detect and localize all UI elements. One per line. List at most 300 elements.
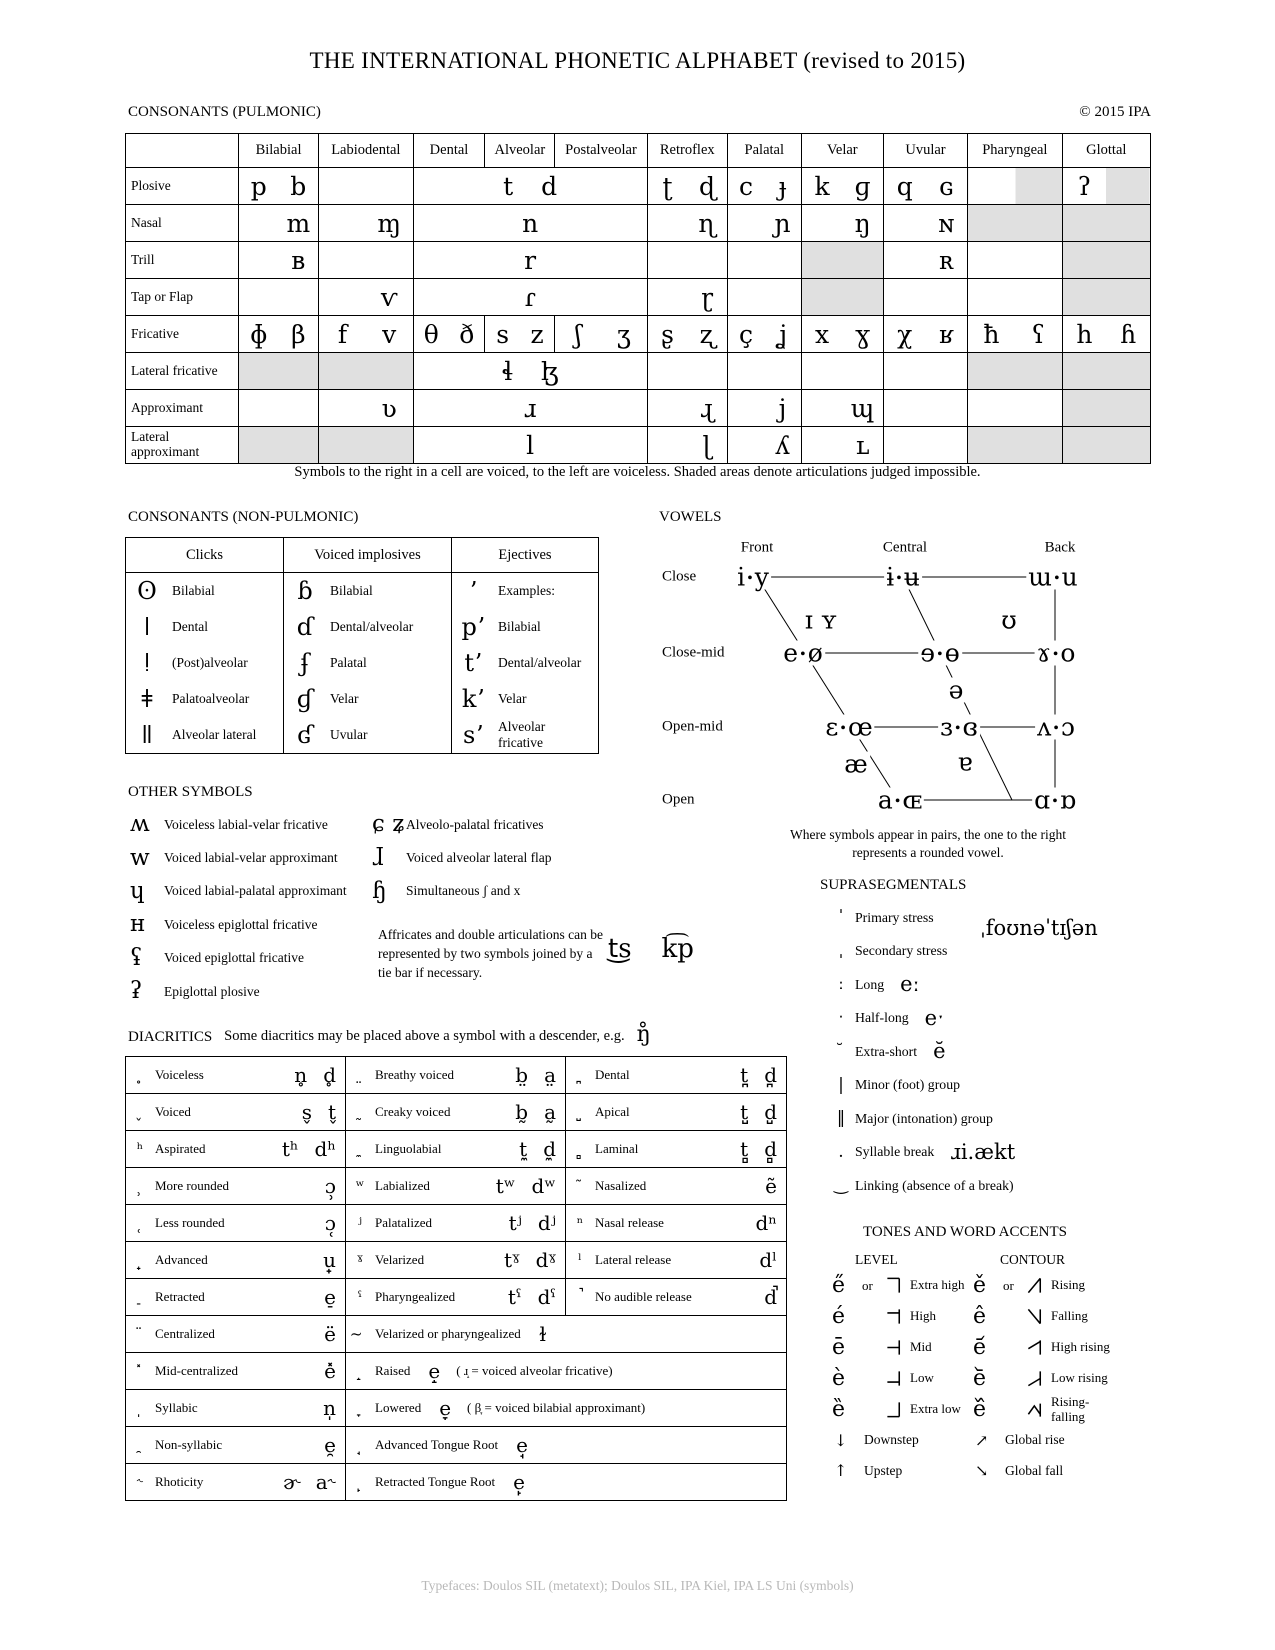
diacritic-label: Lateral release <box>595 1252 672 1267</box>
suprasegmental-example: eˑ <box>924 1005 945 1030</box>
pulmonic-cell <box>801 279 883 316</box>
voiced-symbol: ʙ <box>291 245 306 275</box>
voiceless-symbol: ɬ <box>501 356 513 386</box>
diacritic-example: ɚ <box>282 1470 300 1494</box>
diacritic-example: t̻ <box>740 1137 749 1161</box>
diacritic-mark: ̠ <box>137 1288 143 1306</box>
diacritic-label: Breathy voiced <box>375 1067 455 1082</box>
vowel-column-label: Back <box>1042 540 1079 557</box>
pulmonic-row-label: Tap or Flap <box>126 279 239 316</box>
symbol-label: Velar <box>498 691 527 706</box>
pair-dot: • <box>1051 794 1059 810</box>
diacritic-label: Retracted <box>155 1289 205 1304</box>
diacritics-cell <box>346 1316 787 1353</box>
vowel-point: ɐ <box>957 747 973 777</box>
diacritic-examples <box>325 1174 336 1198</box>
tone-example: e̋ <box>832 1272 846 1298</box>
rising-falling-tone-letter-icon <box>1027 1400 1044 1419</box>
diacritics-row <box>126 1131 787 1168</box>
voiceless-symbol: ʈ <box>662 171 673 201</box>
pulmonic-cell <box>238 279 318 316</box>
low-rising-tone-letter-icon <box>1027 1369 1044 1388</box>
diacritic-label: Rhoticity <box>155 1474 204 1489</box>
pulmonic-cell <box>968 168 1062 205</box>
tones-level-label: LEVEL <box>855 1252 898 1267</box>
diacritics-cell <box>346 1242 566 1279</box>
tone-example: ê <box>973 1303 987 1329</box>
symbol-pair <box>802 208 883 238</box>
vowel-symbol: ʌ <box>1037 712 1052 742</box>
tone-extra-label: Downstep <box>864 1432 919 1448</box>
diacritic-group <box>349 1433 783 1457</box>
vowel-point <box>1026 562 1080 592</box>
pulmonic-cell <box>1062 390 1150 427</box>
voiced-symbol: l <box>526 430 535 460</box>
nonpulmonic-cell-content <box>452 686 598 712</box>
diacritic-mark: ̹ <box>137 1177 143 1195</box>
diacritic-group <box>349 1100 562 1124</box>
voiceless-symbol: ʃ <box>574 319 582 349</box>
diacritic-mark: ̚ <box>577 1288 583 1306</box>
pair-dot: • <box>839 721 847 737</box>
diacritic-mark: ̘ <box>357 1436 363 1454</box>
nonpulmonic-cell-content <box>452 614 598 640</box>
pulmonic-cell <box>883 353 967 390</box>
tone-label: Falling <box>1051 1308 1088 1324</box>
diacritic-group <box>569 1137 783 1161</box>
symbol-pair <box>728 171 801 201</box>
nonpulmonic-row <box>126 645 599 681</box>
pulmonic-cell <box>801 242 883 279</box>
voiced-symbol: ɱ <box>377 208 402 238</box>
tone-letter <box>1027 1400 1051 1419</box>
diacritic-group <box>569 1285 783 1309</box>
vowel-symbol: e <box>783 638 799 668</box>
nonpulmonic-cell <box>284 609 452 645</box>
tone-extra-label: Global rise <box>1005 1432 1065 1448</box>
diacritics-cell <box>346 1427 787 1464</box>
vowel-point <box>918 638 962 668</box>
ipa-symbol: ʼ <box>469 577 477 605</box>
other-symbols-right-list <box>372 808 644 908</box>
pair-dot: • <box>746 571 754 587</box>
extra-high-tone-letter-icon <box>886 1276 903 1295</box>
voiced-symbol: d <box>541 171 558 201</box>
diacritic-mark: ̴ <box>357 1325 363 1343</box>
suprasegmental-mark: | <box>838 1074 844 1095</box>
diacritics-cell <box>566 1168 787 1205</box>
tone-letter <box>1027 1338 1051 1357</box>
diacritic-example: e̘ <box>516 1433 528 1457</box>
diacritic-examples <box>428 1359 440 1383</box>
pulmonic-cell <box>647 427 727 464</box>
voiced-symbol: b <box>290 171 307 201</box>
pulmonic-cell <box>883 168 967 205</box>
diacritic-label: Advanced <box>155 1252 208 1267</box>
diacritic-example: e̯ <box>324 1433 336 1457</box>
pair-dot: • <box>1052 571 1061 587</box>
nonpulmonic-cell-content <box>284 686 451 712</box>
vowel-column-label: Front <box>738 540 777 557</box>
diacritics-cell <box>126 1464 346 1501</box>
vowel-symbol: ɞ <box>962 712 978 742</box>
vowel-point <box>1032 785 1078 815</box>
diacritic-example: ẽ <box>765 1174 777 1198</box>
low-tone-letter-icon <box>886 1369 903 1388</box>
stress-example-word: ˌfoʊnəˈtɪʃən <box>980 916 1098 940</box>
diacritics-cell <box>566 1205 787 1242</box>
other-symbol-item <box>372 875 644 908</box>
nonpulmonic-cell <box>452 717 599 754</box>
symbol-pair <box>802 430 883 460</box>
diacritic-label: Lowered <box>375 1400 422 1415</box>
voiced-symbol: ʁ <box>939 319 954 349</box>
symbol-label: Voiced labial-velar approximant <box>164 850 338 866</box>
diacritic-examples <box>515 1100 556 1124</box>
pulmonic-corner-cell <box>126 134 239 168</box>
diacritics-cell <box>126 1353 346 1390</box>
pulmonic-header-row <box>126 134 1151 168</box>
suprasegmentals-list <box>827 901 1172 1203</box>
suprasegmental-mark: ‖ <box>836 1108 846 1129</box>
symbol-label: Velar <box>330 691 359 706</box>
pulmonic-cell <box>413 353 647 390</box>
diacritic-example: a̤ <box>544 1063 556 1087</box>
tone-item <box>973 1301 1193 1332</box>
pulmonic-row-label: Fricative <box>126 316 239 353</box>
diacritic-group <box>349 1322 783 1346</box>
diacritic-mark: ̼ <box>357 1140 363 1158</box>
nonpulmonic-column-header: Voiced implosives <box>284 538 452 573</box>
pair-dot: • <box>1051 647 1060 663</box>
extra-low-tone-letter-icon <box>886 1400 903 1419</box>
diacritics-row <box>126 1057 787 1094</box>
pair-dot: • <box>895 571 903 587</box>
symbol-pair <box>884 208 967 238</box>
ipa-symbol: ǀ <box>143 613 151 641</box>
vowel-symbol: ɯ <box>1028 562 1052 592</box>
ipa-symbol: ɕ ʑ <box>372 811 406 838</box>
pulmonic-cell <box>647 353 727 390</box>
voiced-symbol: ɻ <box>700 393 714 423</box>
pair-dot: • <box>799 647 807 663</box>
symbol-pair <box>728 430 801 460</box>
vowels-heading: VOWELS <box>659 509 722 525</box>
voiceless-symbol: p <box>250 171 267 201</box>
nonpulmonic-cell-content <box>452 650 598 676</box>
symbol-pair <box>319 208 412 238</box>
diacritic-examples <box>302 1100 336 1124</box>
pulmonic-row-label: Lateral fricative <box>126 353 239 390</box>
voiced-symbol: ʕ <box>1031 319 1045 349</box>
diacritic-group <box>129 1359 342 1383</box>
tone-extra-label: Upstep <box>864 1462 903 1478</box>
diacritics-row <box>126 1390 787 1427</box>
ipa-symbol: ʘ <box>137 577 157 605</box>
diacritic-label: Centralized <box>155 1326 215 1341</box>
symbol-pair <box>485 319 554 349</box>
symbol-pair <box>648 393 727 423</box>
symbol-pair <box>414 430 647 460</box>
diacritics-cell <box>566 1242 787 1279</box>
diacritic-group <box>569 1248 783 1272</box>
pulmonic-column-header: Glottal <box>1062 134 1150 168</box>
diacritic-examples <box>764 1285 777 1309</box>
diacritic-label: Labialized <box>375 1178 430 1193</box>
tone-label: Low rising <box>1051 1370 1108 1386</box>
symbol-label: Dental/alveolar <box>330 619 414 634</box>
voiced-symbol: ʐ <box>699 319 715 349</box>
pulmonic-cell <box>801 316 883 353</box>
diacritic-mark: ʰ <box>136 1140 144 1158</box>
diacritic-label: Apical <box>595 1104 630 1119</box>
voiceless-symbol: s <box>496 319 510 349</box>
pulmonic-cell <box>801 390 883 427</box>
tone-letter <box>886 1338 910 1357</box>
pulmonic-cell <box>883 427 967 464</box>
symbol-pair <box>414 245 647 275</box>
nonpulmonic-cell <box>126 573 284 610</box>
vowel-symbol: ɑ <box>1034 785 1051 815</box>
tone-letter <box>1027 1369 1051 1388</box>
suprasegmental-example: eː <box>900 972 920 997</box>
diacritic-example: d̺ <box>764 1100 777 1124</box>
diacritic-mark: ̰ <box>357 1103 363 1121</box>
diacritic-example: n̥ <box>294 1063 308 1087</box>
nonpulmonic-cell-content <box>284 578 451 604</box>
pulmonic-row <box>126 242 1151 279</box>
tone-item <box>832 1301 992 1332</box>
diacritic-group <box>349 1285 562 1309</box>
nonpulmonic-cell-content <box>126 722 283 748</box>
ipa-symbol: ʛ <box>297 721 313 749</box>
tones-contour-label: CONTOUR <box>1000 1252 1066 1267</box>
diacritic-example: ɔ̹ <box>324 1174 336 1198</box>
pulmonic-table-head <box>126 134 1151 168</box>
vowel-symbol: ɵ <box>944 638 960 668</box>
pulmonic-cell <box>1062 279 1150 316</box>
tone-extra-mark: ↓ <box>834 1430 848 1450</box>
symbol-label: Bilabial <box>498 619 541 634</box>
pulmonic-cell <box>801 353 883 390</box>
pulmonic-cell <box>727 316 801 353</box>
symbol-pair <box>239 171 318 201</box>
pulmonic-caption-row <box>128 104 1151 121</box>
diacritic-note: ( β̞ = voiced bilabial approximant) <box>467 1400 646 1415</box>
symbol-label: Palatoalveolar <box>172 691 250 706</box>
diacritics-cell <box>346 1205 566 1242</box>
vowel-symbol: i <box>737 562 746 592</box>
tone-extra-item <box>832 1456 992 1487</box>
diacritic-examples <box>325 1211 336 1235</box>
symbol-label: (Post)alveolar <box>172 655 248 670</box>
diacritics-cell <box>126 1279 346 1316</box>
diacritics-cell <box>346 1168 566 1205</box>
diacritic-examples <box>519 1137 556 1161</box>
tone-letter <box>886 1276 910 1295</box>
nonpulmonic-cell-content <box>126 614 283 640</box>
falling-tone-letter-icon <box>1027 1307 1044 1326</box>
symbol-pair <box>648 282 727 312</box>
pulmonic-heading: CONSONANTS (PULMONIC) <box>128 104 321 120</box>
affricates-note: Affricates and double articulations can be represented by two symbols joined by a tie bar if necessary. <box>378 927 604 981</box>
symbol-label: Alveolar fricative <box>498 719 546 750</box>
tone-letter <box>886 1400 910 1419</box>
vowel-chart <box>640 540 1205 832</box>
tone-extra-mark: ↘ <box>975 1461 989 1481</box>
diacritics-note: Some diacritics may be placed above a symbol with a descender, e.g. <box>224 1028 625 1044</box>
pulmonic-cell <box>413 205 647 242</box>
pulmonic-cell <box>801 427 883 464</box>
ipa-symbol: ʡ <box>130 978 143 1005</box>
diacritic-example: tʰ <box>281 1137 299 1161</box>
diacritic-examples <box>282 1137 336 1161</box>
suprasegmental-label: Major (intonation) group <box>855 1110 993 1126</box>
diacritic-example: d̼ <box>543 1137 556 1161</box>
suprasegmental-mark: . <box>838 1141 844 1162</box>
pulmonic-cell <box>727 168 801 205</box>
diacritic-examples <box>496 1174 556 1198</box>
symbol-label: Alveolo-palatal fricatives <box>406 816 544 832</box>
symbol-pair <box>414 319 485 349</box>
diacritic-mark: ˤ <box>357 1288 363 1306</box>
diacritics-cell <box>566 1131 787 1168</box>
diacritic-examples <box>516 1433 528 1457</box>
vowel-point <box>823 712 874 742</box>
nonpulmonic-cell <box>452 573 599 610</box>
diacritic-label: Mid-centralized <box>155 1363 239 1378</box>
pulmonic-cell <box>238 316 318 353</box>
diacritic-mark: ̞ <box>357 1399 363 1417</box>
diacritic-label: More rounded <box>155 1178 230 1193</box>
nonpulmonic-row <box>126 573 599 610</box>
pulmonic-cell <box>727 279 801 316</box>
nonpulmonic-column-header: Clicks <box>126 538 284 573</box>
ipa-symbol: ɧ <box>372 877 387 904</box>
symbol-pair <box>1063 319 1150 349</box>
pulmonic-row-label: Lateral approximant <box>126 427 239 464</box>
diacritic-examples <box>324 1285 336 1309</box>
diacritic-example: ɫ <box>538 1322 547 1346</box>
other-symbol-item <box>372 841 644 874</box>
nonpulmonic-column-header: Ejectives <box>452 538 599 573</box>
diacritics-cell <box>126 1390 346 1427</box>
diacritics-cell <box>566 1279 787 1316</box>
diacritic-group <box>129 1322 342 1346</box>
diacritic-label: Dental <box>595 1067 630 1082</box>
page-title: THE INTERNATIONAL PHONETIC ALPHABET (revised to 2015) <box>309 48 966 73</box>
symbol-label: Dental/alveolar <box>498 655 582 670</box>
other-symbol-item <box>130 908 375 941</box>
pulmonic-cell <box>968 279 1062 316</box>
diacritics-cell <box>566 1094 787 1131</box>
diacritic-group <box>349 1470 783 1494</box>
pulmonic-cell <box>319 427 413 464</box>
pulmonic-row <box>126 168 1151 205</box>
symbol-pair <box>414 356 647 386</box>
diacritic-examples <box>509 1211 556 1235</box>
voiced-symbol: ð <box>459 319 475 349</box>
nonpulmonic-row <box>126 609 599 645</box>
diacritic-label: Syllabic <box>155 1400 198 1415</box>
pulmonic-cell <box>647 390 727 427</box>
symbol-label: Voiceless labial-velar fricative <box>164 816 328 832</box>
voiced-symbol: z <box>530 319 544 349</box>
vowel-point <box>876 785 924 815</box>
diacritic-group <box>349 1396 783 1420</box>
diacritics-heading-row <box>128 1024 651 1046</box>
tone-letter <box>1027 1276 1051 1295</box>
voiced-symbol: ɦ <box>1120 319 1137 349</box>
affricate-examples <box>608 934 694 964</box>
voiceless-symbol: ɸ <box>250 319 268 349</box>
pair-dot: • <box>1052 721 1060 737</box>
nonpulmonic-cell <box>452 609 599 645</box>
tone-letter <box>886 1307 910 1326</box>
vowel-symbol: ʉ <box>903 562 920 592</box>
diacritics-cell <box>126 1168 346 1205</box>
copyright-notice: © 2015 IPA <box>1079 104 1151 120</box>
mid-tone-letter-icon <box>886 1338 903 1357</box>
symbol-pair <box>239 245 318 275</box>
symbol-pair <box>648 171 727 201</box>
diacritic-mark: ʷ <box>355 1177 365 1195</box>
pulmonic-cell <box>319 168 413 205</box>
symbol-label: Voiced labial-palatal approximant <box>164 883 347 899</box>
diacritic-group <box>129 1137 342 1161</box>
pulmonic-row <box>126 279 1151 316</box>
rising-tone-letter-icon <box>1027 1276 1044 1295</box>
diacritic-example: e̝ <box>428 1359 441 1383</box>
pulmonic-cell <box>413 168 647 205</box>
diacritic-example: tʲ <box>508 1211 522 1235</box>
pulmonic-cell <box>1062 205 1150 242</box>
symbol-pair <box>239 208 318 238</box>
ipa-symbol: ɓ <box>297 577 313 605</box>
diacritic-group <box>569 1063 783 1087</box>
tone-item <box>832 1363 992 1394</box>
diacritic-label: No audible release <box>595 1289 692 1304</box>
tone-letter <box>886 1369 910 1388</box>
diacritic-example: e̽ <box>324 1359 336 1383</box>
diacritic-mark: ̽ <box>137 1362 143 1380</box>
diacritic-label: Creaky voiced <box>375 1104 451 1119</box>
diacritic-examples <box>504 1248 556 1272</box>
diacritic-note: ( ɹ̝ = voiced alveolar fricative) <box>456 1363 613 1378</box>
pulmonic-row-label: Trill <box>126 242 239 279</box>
pulmonic-cell <box>727 427 801 464</box>
pulmonic-cell <box>727 242 801 279</box>
vowel-symbol: ɘ <box>920 638 936 668</box>
symbol-pair <box>968 319 1061 349</box>
diacritics-row <box>126 1242 787 1279</box>
ipa-symbol: ɗ <box>296 613 314 641</box>
diacritic-group <box>129 1433 342 1457</box>
pulmonic-cell <box>555 316 647 353</box>
tones-level-list <box>832 1270 992 1486</box>
pulmonic-table-note: Symbols to the right in a cell are voiced, to the left are voiceless. Shaded areas denote articulations judged impossible. <box>294 464 981 480</box>
vowel-symbol: ɒ <box>1059 785 1076 815</box>
diacritic-example: ë <box>324 1322 336 1346</box>
voiced-symbol: ʎ <box>775 430 790 460</box>
pulmonic-cell <box>238 427 318 464</box>
ipa-symbol: ɠ <box>296 685 314 713</box>
suprasegmental-item <box>827 1136 1172 1170</box>
diacritics-row <box>126 1316 787 1353</box>
diacritic-example: ɔ̜ <box>324 1211 336 1235</box>
or-label: or <box>1003 1277 1014 1293</box>
diacritics-table <box>125 1056 787 1501</box>
